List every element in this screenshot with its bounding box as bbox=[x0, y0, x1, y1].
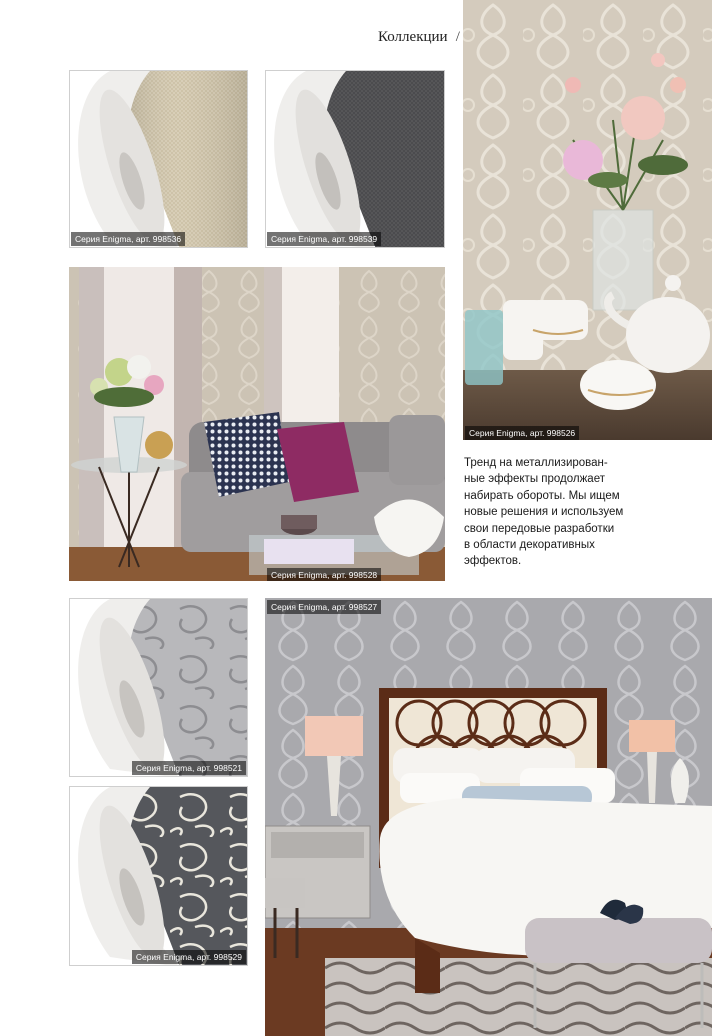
tea-room-image bbox=[463, 0, 712, 440]
description-line: Тренд на металлизирован- bbox=[464, 457, 608, 469]
roll-grey-damask-image bbox=[70, 599, 248, 777]
description-line: набирать обороты. Мы ищем bbox=[464, 489, 620, 502]
living-room-photo bbox=[69, 267, 445, 581]
header-section: Коллекции bbox=[378, 29, 448, 45]
description-line: эффектов. bbox=[464, 555, 522, 568]
bedroom-photo bbox=[265, 598, 712, 1036]
header-separator: / bbox=[455, 29, 460, 45]
caption-living-room: Серия Enigma, арт. 998528 bbox=[267, 568, 381, 581]
caption-roll-grey-damask: Серия Enigma, арт. 998521 bbox=[132, 761, 246, 775]
caption-tea-room: Серия Enigma, арт. 998526 bbox=[465, 426, 579, 440]
description-line: ные эффекты продолжает bbox=[464, 473, 605, 486]
roll-beige-image bbox=[70, 71, 248, 248]
roll-dark-damask-image bbox=[70, 787, 248, 966]
wallpaper-roll-dark bbox=[265, 70, 445, 248]
caption-roll-dark-damask: Серия Enigma, арт. 998529 bbox=[132, 950, 246, 964]
bedroom-image bbox=[265, 598, 712, 1036]
description-line: в области декоративных bbox=[464, 539, 595, 552]
wallpaper-roll-dark-damask bbox=[69, 786, 248, 966]
description-text bbox=[464, 455, 684, 570]
roll-dark-image bbox=[266, 71, 445, 248]
caption-bedroom: Серия Enigma, арт. 998527 bbox=[267, 600, 381, 614]
wallpaper-roll-beige bbox=[69, 70, 248, 248]
caption-roll-dark: Серия Enigma, арт. 998539 bbox=[267, 232, 381, 246]
tea-room-photo bbox=[463, 0, 712, 440]
description-line: новые решения и используем bbox=[464, 506, 624, 519]
wallpaper-roll-grey-damask bbox=[69, 598, 248, 777]
caption-roll-beige: Серия Enigma, арт. 998536 bbox=[71, 232, 185, 246]
living-room-image bbox=[69, 267, 445, 581]
description-line: свои передовые разработки bbox=[464, 522, 615, 535]
